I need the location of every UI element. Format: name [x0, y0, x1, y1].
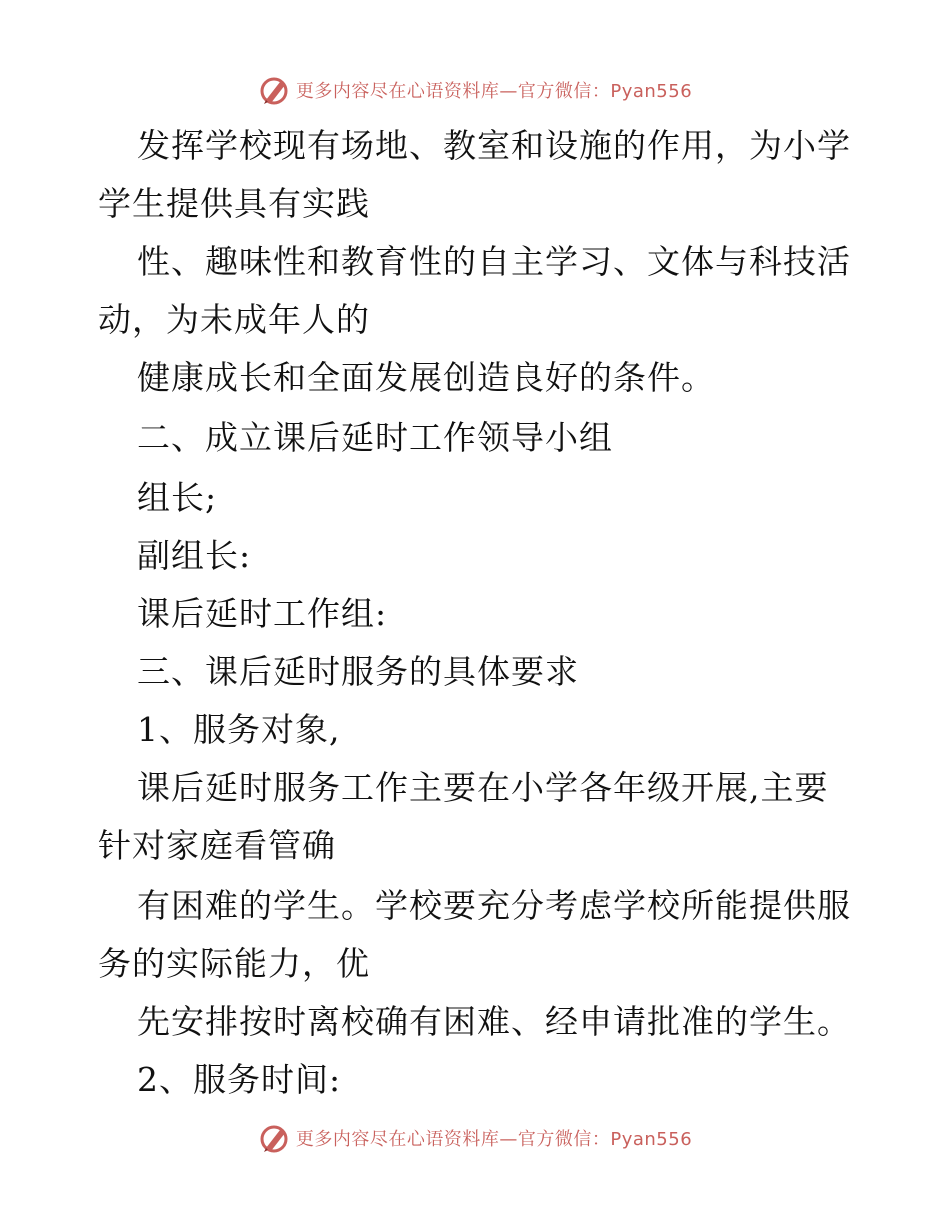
- subsection-heading: 1、服务对象,: [137, 710, 341, 749]
- section-heading: 三、课后延时服务的具体要求: [137, 652, 579, 691]
- paragraph-line: 组长;: [137, 478, 218, 517]
- pen-logo-icon: [258, 1122, 290, 1154]
- paragraph-line: 动，为未成年人的: [98, 300, 370, 339]
- footer-watermark: [0, 1118, 950, 1158]
- paragraph-line: 先安排按时离校确有困难、经申请批准的学生。: [137, 1002, 851, 1041]
- pen-logo-icon: [258, 74, 290, 106]
- header-watermark: [0, 70, 950, 110]
- paragraph-line: 针对家庭看管确: [98, 826, 336, 865]
- paragraph-line: 课后延时服务工作主要在小学各年级开展,主要: [137, 768, 829, 807]
- paragraph-line: 有困难的学生。学校要充分考虑学校所能提供服: [137, 886, 851, 925]
- paragraph-line: 性、趣味性和教育性的自主学习、文体与科技活: [137, 242, 851, 281]
- paragraph-line: 学生提供具有实践: [98, 184, 370, 223]
- subsection-heading: 2、服务时间:: [137, 1060, 342, 1099]
- section-heading: 二、成立课后延时工作领导小组: [137, 418, 613, 457]
- watermark-text: 更多内容尽在心语资料库—官方微信：Pyan556: [295, 81, 693, 102]
- paragraph-line: 发挥学校现有场地、教室和设施的作用，为小学: [137, 126, 851, 165]
- paragraph-line: 课后延时工作组:: [137, 594, 388, 633]
- paragraph-line: 健康成长和全面发展创造良好的条件。: [137, 358, 715, 397]
- paragraph-line: 副组长:: [137, 536, 252, 575]
- watermark-text: 更多内容尽在心语资料库—官方微信：Pyan556: [295, 1129, 693, 1150]
- paragraph-line: 务的实际能力，优: [98, 944, 370, 983]
